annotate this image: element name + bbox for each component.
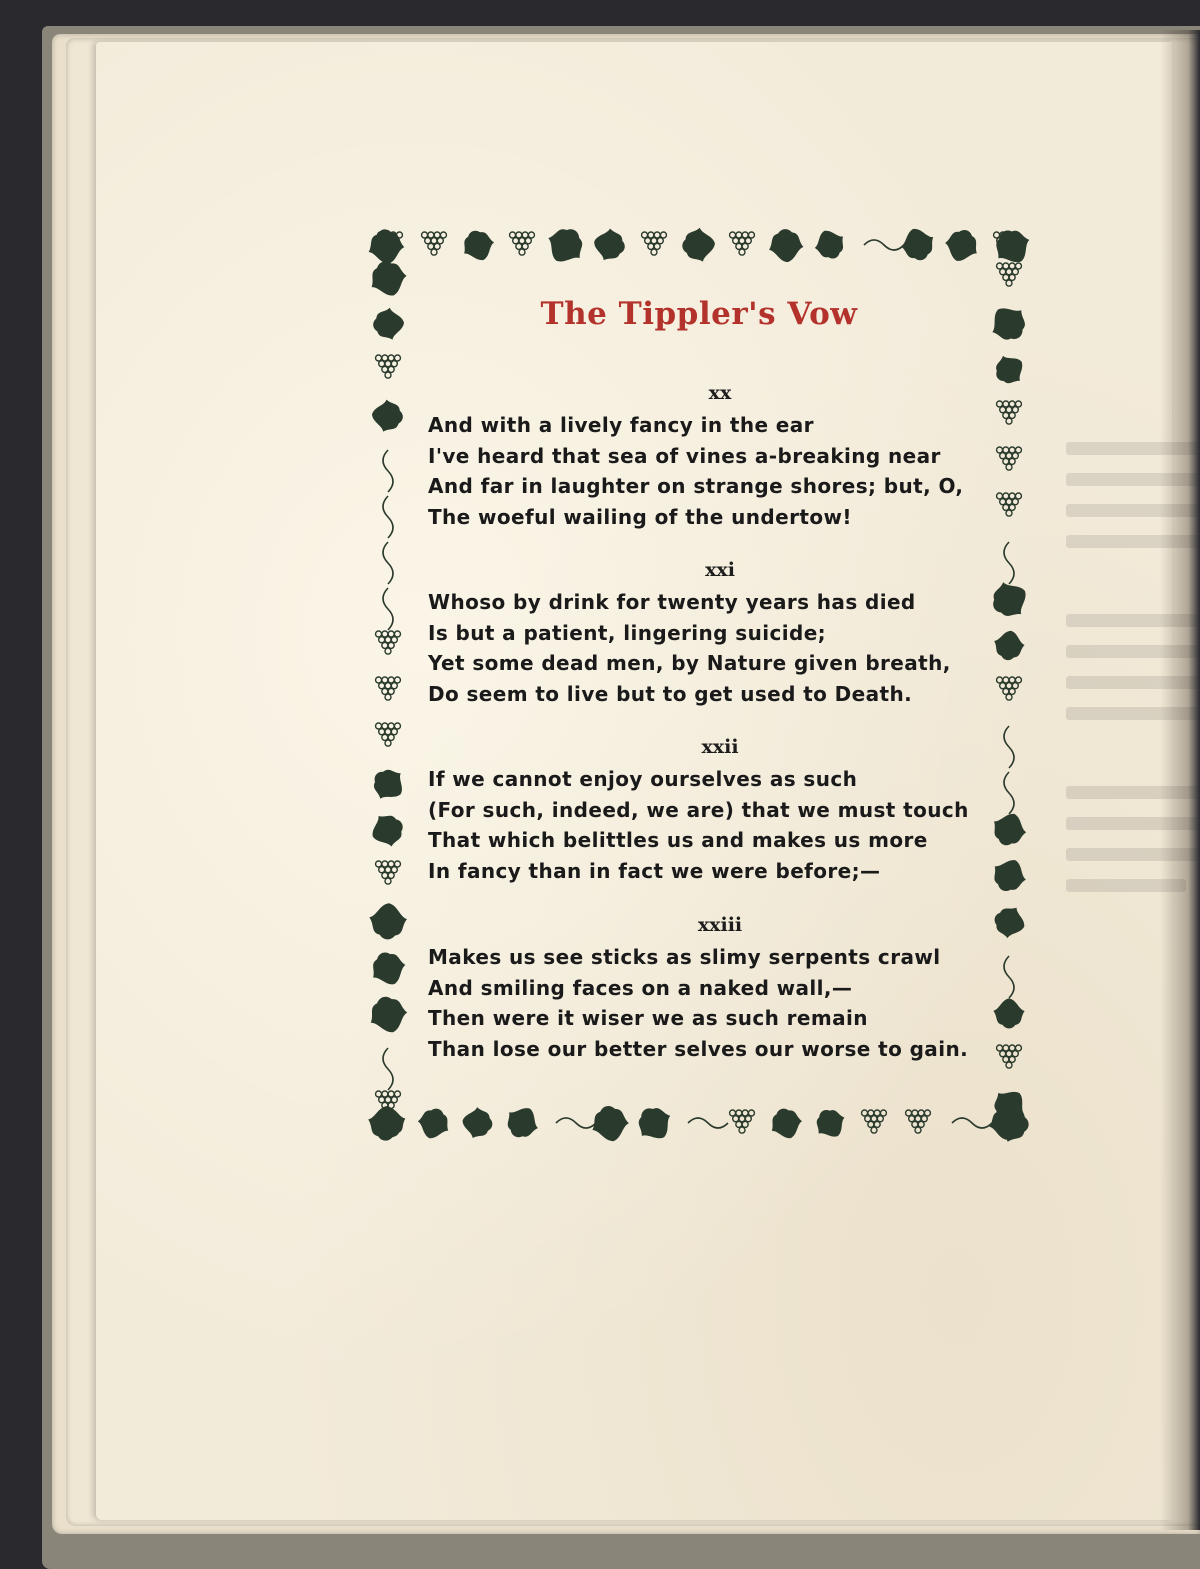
poem-line: Than lose our better selves our worse to gain. xyxy=(428,1036,969,1061)
poem-line: Yet some dead men, by Nature given breath, xyxy=(428,651,951,675)
stanza-numeral: xxi xyxy=(705,559,735,581)
stanza-numeral: xxii xyxy=(701,736,739,758)
poem-line: Whoso by drink for twenty years has died xyxy=(428,590,916,614)
poem-line: If we cannot enjoy ourselves as such xyxy=(428,767,858,791)
stanza-xxiii xyxy=(428,914,992,1064)
poem-line: And far in laughter on strange shores; but, O, xyxy=(428,474,964,498)
stanza-xx xyxy=(428,382,992,532)
poem-line: In fancy than in fact we were before;— xyxy=(428,858,881,883)
poem-line: Is but a patient, lingering suicide; xyxy=(428,620,827,645)
poem-line: And with a lively fancy in the ear xyxy=(428,413,814,437)
poem-line: Then were it wiser we as such remain xyxy=(428,1006,868,1030)
poem-line: Do seem to live but to get used to Death. xyxy=(428,681,913,706)
poem-line: And smiling faces on a naked wall,— xyxy=(428,975,853,1000)
stanza-xxi xyxy=(428,559,992,709)
poem-panel xyxy=(366,226,1032,1144)
poem-line: The woeful wailing of the undertow! xyxy=(428,504,852,529)
poem-line: Makes us see sticks as slimy serpents crawl xyxy=(428,945,941,969)
stanza-xxii xyxy=(428,736,992,886)
stanza-numeral: xxiii xyxy=(697,914,743,936)
poem-title: The Tippler's Vow xyxy=(540,296,858,332)
poem-line: I've heard that sea of vines a-breaking near xyxy=(428,443,941,468)
poem-line: That which belittles us and makes us more xyxy=(428,828,928,852)
poem-line: (For such, indeed, we are) that we must touch xyxy=(428,797,969,822)
stanza-numeral: xx xyxy=(708,382,732,404)
book-gutter xyxy=(1160,30,1200,1530)
